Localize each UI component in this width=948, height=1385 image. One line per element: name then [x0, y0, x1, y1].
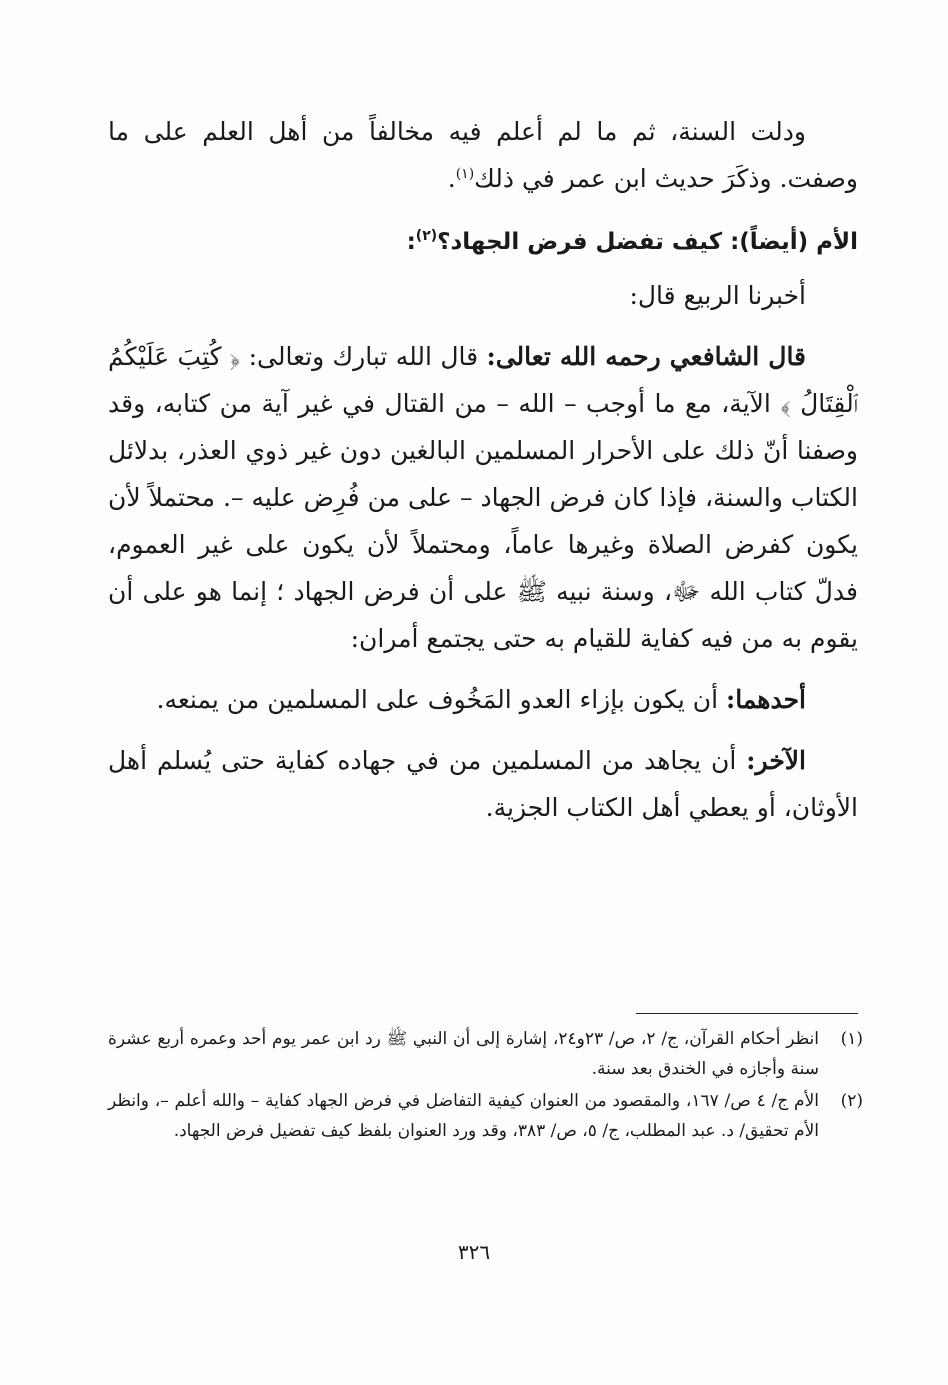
paragraph-3 — [108, 333, 858, 662]
main-text — [108, 108, 858, 831]
footnote-2 — [108, 1086, 863, 1146]
paragraph-1-end: . — [447, 164, 456, 193]
footnote-1-text: انظر أحكام القرآن، ج/ ٢، ص/ ٢٣و٢٤، إشارة إلى أن النبي ﷺ رد ابن عمر يوم أحد وعمره أربع عشرة سنة وأجازه في الخندق بعد سنة. — [108, 1029, 820, 1079]
section-heading-text: الأم (أيضاً): كيف تفضل فرض الجهاد؟ — [437, 229, 858, 255]
paragraph-5 — [108, 737, 858, 831]
paragraph-3-text: قال الله تبارك وتعالى: ﴿ كُتِبَ عَلَيْكُمُ ٱلْقِتَالُ ﴾ الآية، مع ما أوجب – الله – من القتال في غير آية من كتابه، وقد وصفنا أنّ ذلك على الأحرار المسلمين البالغين دون غير ذوي العذر، بدلائل الكتاب والسنة، فإذا كان فرض الجهاد – على من فُرِض عليه –. محتملاً لأن يكون كفرض الصلاة وغيرها عاماً، ومحتملاً لأن يكون على غير العموم، فدلّ كتاب الله ﷻ، وسنة نبيه ﷺ على أن فرض الجهاد ؛ إنما هو على أن يقوم به من فيه كفاية للقيام به حتى يجتمع أمران: — [108, 342, 858, 653]
footnote-separator — [636, 1013, 858, 1014]
section-heading — [108, 220, 858, 264]
paragraph-1 — [108, 108, 858, 202]
paragraph-5-text: أن يجاهد من المسلمين من في جهاده كفاية حتى يُسلم أهل الأوثان، أو يعطي أهل الكتاب الجزية. — [108, 746, 858, 822]
footnote-1 — [108, 1024, 863, 1084]
paragraph-4 — [108, 676, 858, 723]
section-heading-end: : — [406, 229, 416, 255]
paragraph-3-lead: قال الشافعي رحمه الله تعالى: — [486, 342, 807, 371]
paragraph-1-text: ودلت السنة، ثم ما لم أعلم فيه مخالفاً من أهل العلم على ما وصفت. وذكَرَ حديث ابن عمر في ذلك — [108, 117, 858, 193]
paragraph-4-text: أن يكون بإزاء العدو المَخُوف على المسلمين من يمنعه. — [156, 685, 719, 714]
footnote-2-number: (٢) — [840, 1091, 863, 1111]
paragraph-5-lead: الآخر: — [746, 746, 806, 775]
paragraph-4-lead: أحدهما: — [725, 685, 806, 714]
paragraph-2: أخبرنا الربيع قال: — [629, 281, 806, 310]
page-number: ٣٢٦ — [457, 1240, 491, 1264]
footnote-2-text: الأم ج/ ٤ ص/ ١٦٧، والمقصود من العنوان كيفية التفاضل في فرض الجهاد كفاية – والله أعلم –، وانظر الأم تحقيق/ د. عبد المطلب، ج/ ٥، ص/ ٣٨٣، وقد ورد العنوان بلفظ كيف تفضيل فرض الجهاد. — [108, 1091, 819, 1141]
footnote-1-number: (١) — [840, 1029, 863, 1049]
footnote-ref-2[interactable]: (٢) — [415, 228, 438, 244]
footnotes — [108, 1024, 863, 1148]
footnote-ref-1[interactable]: (١) — [455, 166, 475, 182]
